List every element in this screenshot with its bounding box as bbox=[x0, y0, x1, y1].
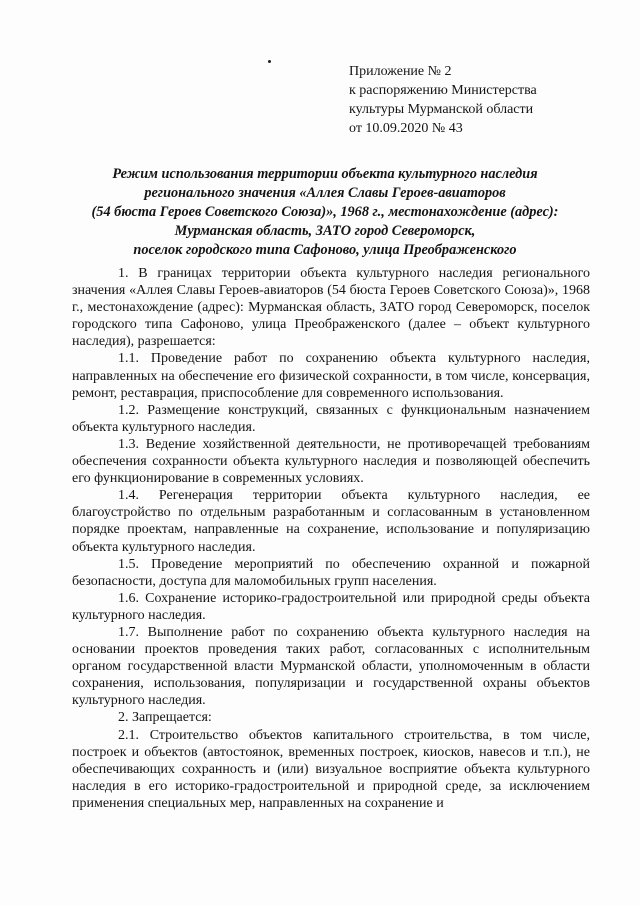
paragraph-1-1: 1.1. Проведение работ по сохранению объекта культурного наследия, направленных на обеспечение его физической сохранности, в том числе, консервация, ремонт, реставрация, приспособление для современного использования. bbox=[72, 351, 590, 401]
paragraph-1-5: 1.5. Проведение мероприятий по обеспечению охранной и пожарной безопасности, доступа для маломобильных групп населения. bbox=[72, 556, 590, 589]
paragraph-1: 1. В границах территории объекта культурного наследия регионального значения «Аллея Славы Героев-авиаторов (54 бюста Героев Советского Союза)», 1968 г., местонахождение (адрес): Мурманская область, ЗАТО город Североморск, поселок городского типа Сафоново, улица Преображенского (далее – объект культурного наследия), разрешается: bbox=[72, 266, 590, 350]
paragraph-1-4: 1.4. Регенерация территории объекта культурного наследия, ее благоустройство по отдельным разработанным и согласованным в установленном порядке проектам, направленные на сохранение, использование и популяризацию объекта культурного наследия. bbox=[72, 488, 590, 555]
speck-mark bbox=[268, 60, 271, 63]
paragraph-2-1: 2.1. Строительство объектов капитального строительства, в том числе, построек и объектов (автостоянок, временных построек, киосков, навесов и т.п.), не обеспечивающих сохранность и (или) визуальное восприятие объекта культурного наследия в его историко-градостроительной и природной среде, за исключением применения специальных мер, направленных на сохранение и bbox=[72, 727, 590, 811]
paragraph-1-6: 1.6. Сохранение историко-градостроительной или природной среды объекта культурного наследия. bbox=[72, 590, 590, 623]
paragraph-1-3: 1.3. Ведение хозяйственной деятельности, не противоречащей требованиям обеспечения сохранности объекта культурного наследия и позволяющей обеспечить его функционирование в современных условиях. bbox=[72, 436, 590, 487]
title-line: поселок городского типа Сафоново, улица Преображенского bbox=[133, 242, 517, 258]
document-title bbox=[60, 165, 590, 260]
paragraph-1-2: 1.2. Размещение конструкций, связанных с функциональным назначением объекта культурного наследия. bbox=[72, 402, 590, 435]
appendix-line: Приложение № 2 bbox=[349, 64, 452, 79]
appendix-line: от 10.09.2020 № 43 bbox=[349, 121, 463, 136]
appendix-line: к распоряжению Министерства bbox=[349, 83, 537, 98]
document-body bbox=[72, 265, 590, 812]
appendix-header bbox=[349, 62, 609, 138]
paragraph-2: 2. Запрещается: bbox=[118, 710, 212, 726]
title-line: (54 бюста Героев Советского Союза)», 1968 г., местонахождение (адрес): bbox=[91, 204, 559, 220]
title-line: Мурманская область, ЗАТО город Североморск, bbox=[174, 223, 476, 239]
title-line: Режим использования территории объекта культурного наследия bbox=[112, 166, 538, 182]
paragraph-1-7: 1.7. Выполнение работ по сохранению объекта культурного наследия на основании проектов проведения таких работ, согласованных с исполнительным органом государственной власти Мурманской области, уполномоченным в области сохранения, использования, популяризации и государственной охраны объектов культурного наследия. bbox=[72, 624, 590, 709]
appendix-line: культуры Мурманской области bbox=[349, 102, 534, 117]
title-line: регионального значения «Аллея Славы Героев-авиаторов bbox=[144, 185, 506, 201]
